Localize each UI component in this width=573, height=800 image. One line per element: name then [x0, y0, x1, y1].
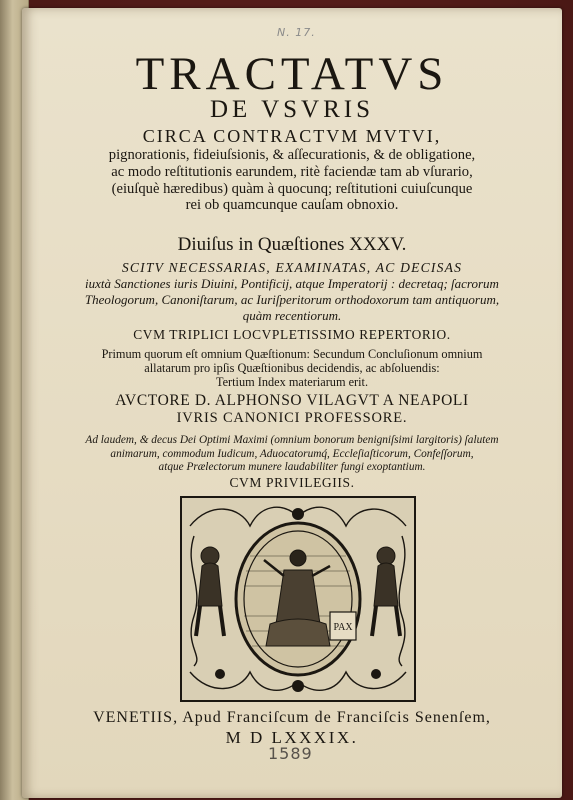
privilegiis-line: CVM PRIVILEGIIS. [229, 475, 355, 490]
italic-line: quàm recentiorum. [242, 308, 342, 324]
description-line: rei ob quamcunque cauſam obnoxio. [185, 197, 399, 214]
publication-date: M D LXXXIX. [225, 728, 359, 747]
imprint-line: VENETIIS, Apud Franciſcum de Franciſcis Senenſem, [93, 709, 491, 726]
dedication-line: Ad laudem, & decus Dei Optimi Maximi (omnium bonorum benigniſsimi largitoris) ſalutem [85, 434, 499, 446]
dedication-line: atque Prælectorum munere laudabiliter fungi exoptantium. [158, 461, 426, 473]
handwritten-year: 1589 [268, 744, 313, 763]
emblem-pax-label: PAX [333, 622, 353, 633]
repertorio-lines [22, 347, 562, 390]
subtitle-contractum: CIRCA CONTRACTVM MVTVI, [142, 126, 442, 146]
scitu-line: SCITV NECESSARIAS, EXAMINATAS, AC DECISAS [121, 260, 463, 275]
description-lines [22, 147, 562, 214]
dedication-line: animarum, commodum Iudicum, Aduocatorumq́, Eccleſiaſticorum, Confeſſorum, [110, 447, 474, 460]
repertorio-heading: CVM TRIPLICI LOCVPLETISSIMO REPERTORIO. [133, 327, 451, 342]
divisus-line: Diuiſus in Quæſtiones XXXV. [177, 234, 407, 255]
printer-device-emblem [180, 496, 416, 702]
title-tractatus: TRACTATVS [135, 48, 449, 100]
description-line: ac modo reſtitutionis earundem, ritè faciendæ tam ab vſurario, [111, 163, 473, 180]
repertorio-line: allatarum pro ipſis Quæſtionibus decidendis, ac abſoluendis: [144, 361, 440, 376]
repertorio-line: Tertium Index materiarum erit. [215, 375, 369, 390]
repertorio-line: Primum quorum eſt omnium Quæſtionum: Secundum Concluſionum omnium [101, 347, 483, 361]
italic-line: Theologorum, Canoniſtarum, ac Iuriſperitorum orthodoxorum tam antiquorum, [84, 292, 500, 308]
description-line: pignorationis, fideiuſsionis, & aſſecurationis, & de obligatione, [108, 147, 476, 163]
title-de-usuris: DE VSVRIS [209, 96, 375, 123]
manuscript-note: N. 17. [277, 26, 316, 39]
dedication [22, 434, 562, 475]
author-line: AVCTORE D. ALPHONSO VILAGVT A NEAPOLI [115, 392, 469, 409]
title-page [22, 8, 562, 798]
italic-line: iuxtà Sanctiones iuris Diuini, Pontificij, atque Imperatorij : decretaq; ſacrorum [85, 276, 499, 291]
author-title: IVRIS CANONICI PROFESSORE. [176, 410, 408, 426]
italic-sanctiones [22, 276, 562, 325]
description-line: (eiuſquè hæredibus) quàm à quocunq; reſtitutioni cuiuſcunque [111, 180, 473, 197]
